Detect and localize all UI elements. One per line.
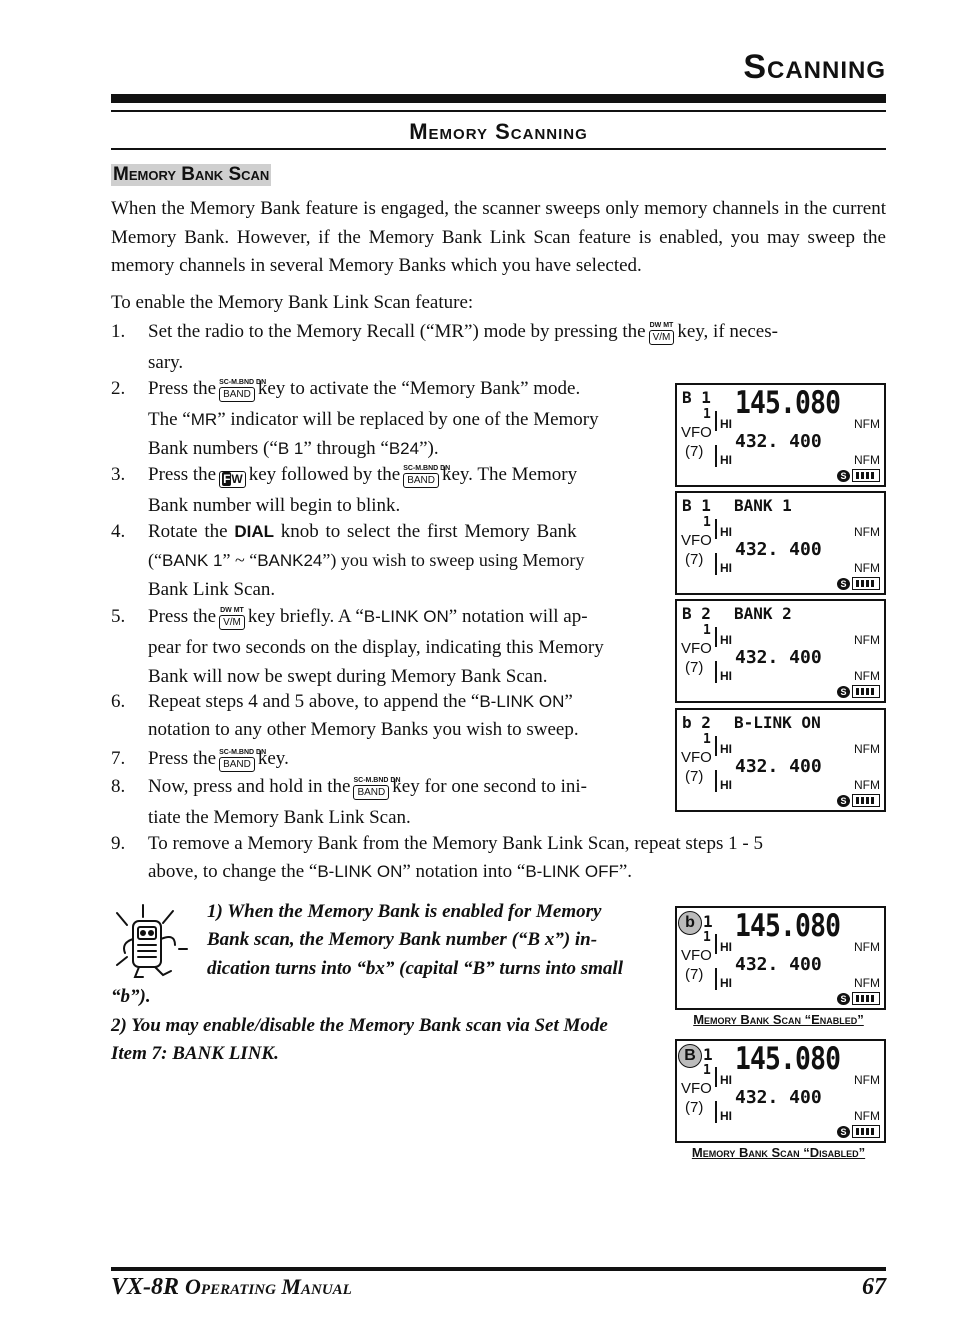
s-meter-icon: S <box>837 578 850 590</box>
lcd-display-4: b 2 B-LINK ON 1 HI NFM VFO 432. 400 (7) HI NFM S <box>675 708 886 812</box>
band-key-icon: SC-M.BND DN BAND <box>403 465 451 486</box>
band-key-icon: SC-M.BND DN BAND <box>219 379 267 400</box>
note-1: 1) When the Memory Bank is enabled for Memory Bank scan, the Memory Bank number (“B x”) in- dication turns into “bx” (capital “B” turns into small <box>207 901 623 979</box>
section-rule <box>111 148 886 150</box>
vm-key-icon: DW MT V/M <box>649 322 674 343</box>
header-rule-thick <box>111 94 886 103</box>
footer-manual-title: VX-8R Operating Manual <box>111 1274 352 1300</box>
enable-text: To enable the Memory Bank Link Scan feature: <box>111 292 474 313</box>
band-key-icon: SC-M.BND DN BAND <box>219 749 267 770</box>
lcd-display-enabled: b 1 145.080 1 HI NFM VFO 432. 400 (7) HI NFM S <box>675 906 886 1010</box>
s-meter-icon: S <box>837 795 850 807</box>
s-meter-icon: S <box>837 686 850 698</box>
caption-disabled: Memory Bank Scan “Disabled” <box>691 1145 866 1160</box>
lcd-display-1: B 1 145.080 1 HI NFM VFO 432. 400 (7) HI NFM S <box>675 383 886 487</box>
battery-icon <box>852 577 880 590</box>
battery-icon <box>852 469 880 482</box>
lcd-display-2: B 1 BANK 1 1 HI NFM VFO 432. 400 (7) HI NFM S <box>675 491 886 595</box>
subsection-title: Memory Bank Scan <box>113 164 270 185</box>
s-meter-icon: S <box>837 1126 850 1138</box>
s-meter-icon: S <box>837 993 850 1005</box>
page-number: 67 <box>862 1274 886 1300</box>
vm-key-icon: DW MT V/M <box>220 607 244 628</box>
battery-icon <box>852 1125 880 1138</box>
footer-rule <box>111 1267 886 1271</box>
battery-icon <box>852 685 880 698</box>
section-title: Memory Scanning <box>409 119 588 144</box>
band-key-icon: SC-M.BND DN BAND <box>353 777 401 798</box>
caption-enabled: Memory Bank Scan “Enabled” <box>693 1012 864 1027</box>
battery-icon <box>852 794 880 807</box>
intro-paragraph: When the Memory Bank feature is engaged, the scanner sweeps only memory channels in the current Memory Bank. However, if the Memory Bank Link Scan feature is enabled, you may sweep the memory channels in several Memory Banks which you have selected. <box>111 198 886 277</box>
header-rule-thin <box>111 110 886 112</box>
note-mascot-icon <box>113 903 191 981</box>
f-key-icon: FW <box>219 464 246 492</box>
note-2: 2) You may enable/disable the Memory Bank scan via Set Mode Item 7: BANK LINK. <box>111 1015 608 1065</box>
battery-icon <box>852 992 880 1005</box>
s-meter-icon: S <box>837 470 850 482</box>
page-title: Scanning <box>743 48 886 86</box>
lcd-display-3: B 2 BANK 2 1 HI NFM VFO 432. 400 (7) HI NFM S <box>675 599 886 703</box>
lcd-display-disabled: B 1 145.080 1 HI NFM VFO 432. 400 (7) HI NFM S <box>675 1039 886 1143</box>
note-1-end: “b”). <box>111 986 151 1007</box>
